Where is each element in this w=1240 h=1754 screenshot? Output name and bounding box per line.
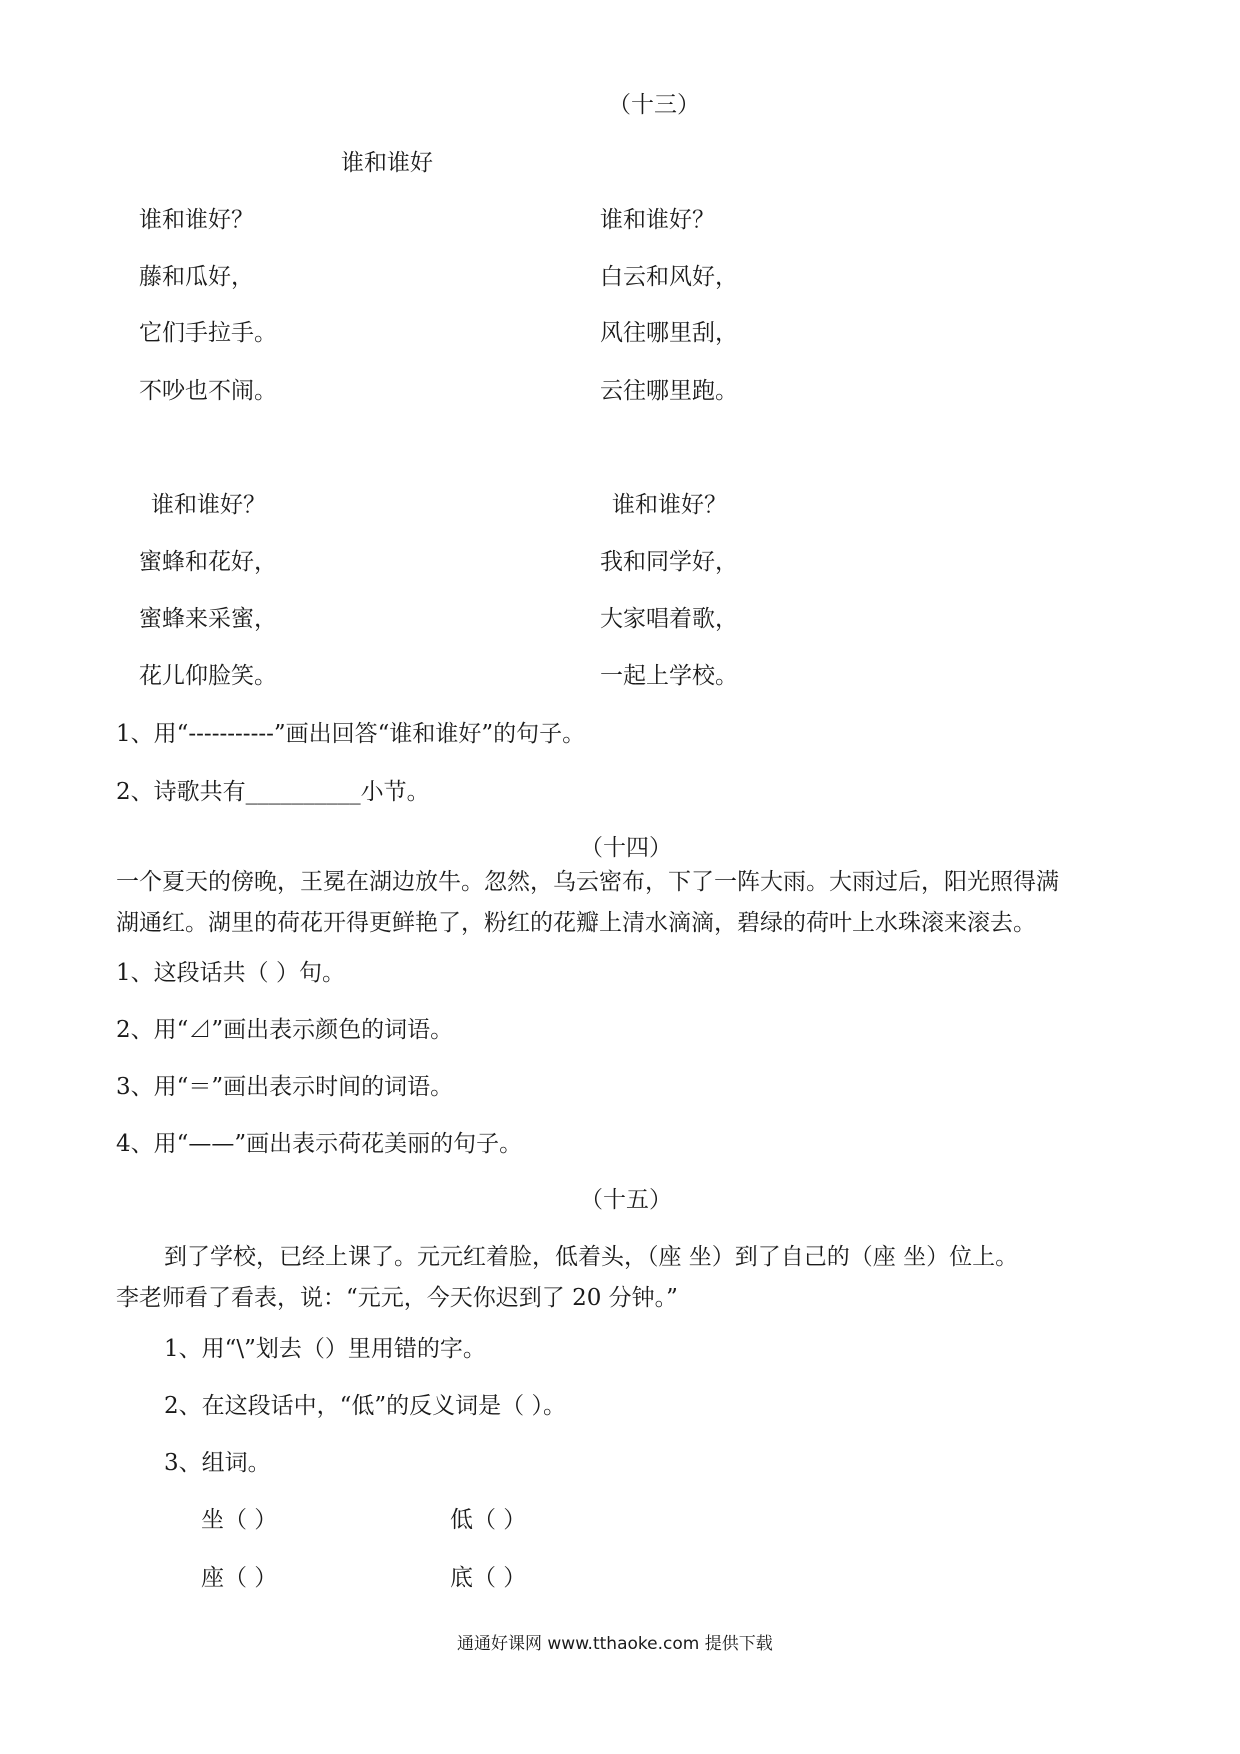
passage-line: 一个夏天的傍晚，王冕在湖边放牛。忽然，乌云密布，下了一阵大雨。大雨过后，阳光照得满 — [116, 869, 1059, 895]
footer-text: 通通好课网 www.tthaoke.com 提供下载 — [457, 1634, 773, 1654]
poem-line: 谁和谁好？ — [612, 492, 727, 518]
question-item: 1、用“\”划去（）里用错的字。 — [164, 1336, 486, 1362]
question-item: 4、用“——”画出表示荷花美丽的句子。 — [116, 1131, 523, 1157]
word-group: 低（ ） — [450, 1507, 527, 1533]
poem-line: 大家唱着歌， — [600, 606, 738, 632]
question-item: 1、这段话共（ ）句。 — [116, 960, 345, 986]
poem-line: 风往哪里刮， — [600, 320, 738, 346]
poem-line: 白云和风好， — [600, 264, 738, 290]
poem-line: 它们手拉手。 — [139, 320, 277, 346]
question-item: 3、用“＝”画出表示时间的词语。 — [116, 1074, 454, 1100]
poem-line: 不吵也不闹。 — [139, 378, 277, 404]
question-item: 2、在这段话中，“低”的反义词是（ ）。 — [164, 1393, 566, 1419]
word-group: 坐（ ） — [201, 1507, 278, 1533]
question-item: 3、组词。 — [164, 1450, 271, 1476]
section-13-title: 谁和谁好 — [341, 150, 433, 176]
poem-line: 谁和谁好？ — [151, 492, 266, 518]
poem-line: 一起上学校。 — [600, 663, 738, 689]
poem-line: 谁和谁好？ — [600, 207, 715, 233]
poem-line: 藤和瓜好， — [139, 264, 254, 290]
passage-line: 湖通红。湖里的荷花开得更鲜艳了，粉红的花瓣上清水滴滴，碧绿的荷叶上水珠滚来滚去。 — [116, 910, 1036, 936]
word-group: 底（ ） — [450, 1565, 527, 1591]
passage-line: 到了学校，已经上课了。元元红着脸，低着头，（座 坐）到了自己的（座 坐）位上。 — [164, 1244, 1019, 1270]
passage-line: 李老师看了看表，说：“元元，今天你迟到了 20 分钟。” — [116, 1285, 678, 1311]
section-15-number: （十五） — [580, 1187, 672, 1213]
question-item: 1、用“-----------”画出回答“谁和谁好”的句子。 — [116, 721, 586, 747]
poem-line: 花儿仰脸笑。 — [139, 663, 277, 689]
section-14-number: （十四） — [580, 835, 672, 861]
poem-line: 我和同学好， — [600, 549, 738, 575]
poem-line: 蜜蜂和花好， — [139, 549, 277, 575]
question-item: 2、诗歌共有__________小节。 — [116, 779, 430, 805]
poem-line: 云往哪里跑。 — [600, 378, 738, 404]
poem-line: 谁和谁好？ — [139, 207, 254, 233]
poem-line: 蜜蜂来采蜜， — [139, 606, 277, 632]
section-13-number: （十三） — [608, 92, 700, 118]
question-item: 2、用“⊿”画出表示颜色的词语。 — [116, 1017, 454, 1043]
word-group: 座（ ） — [201, 1565, 278, 1591]
